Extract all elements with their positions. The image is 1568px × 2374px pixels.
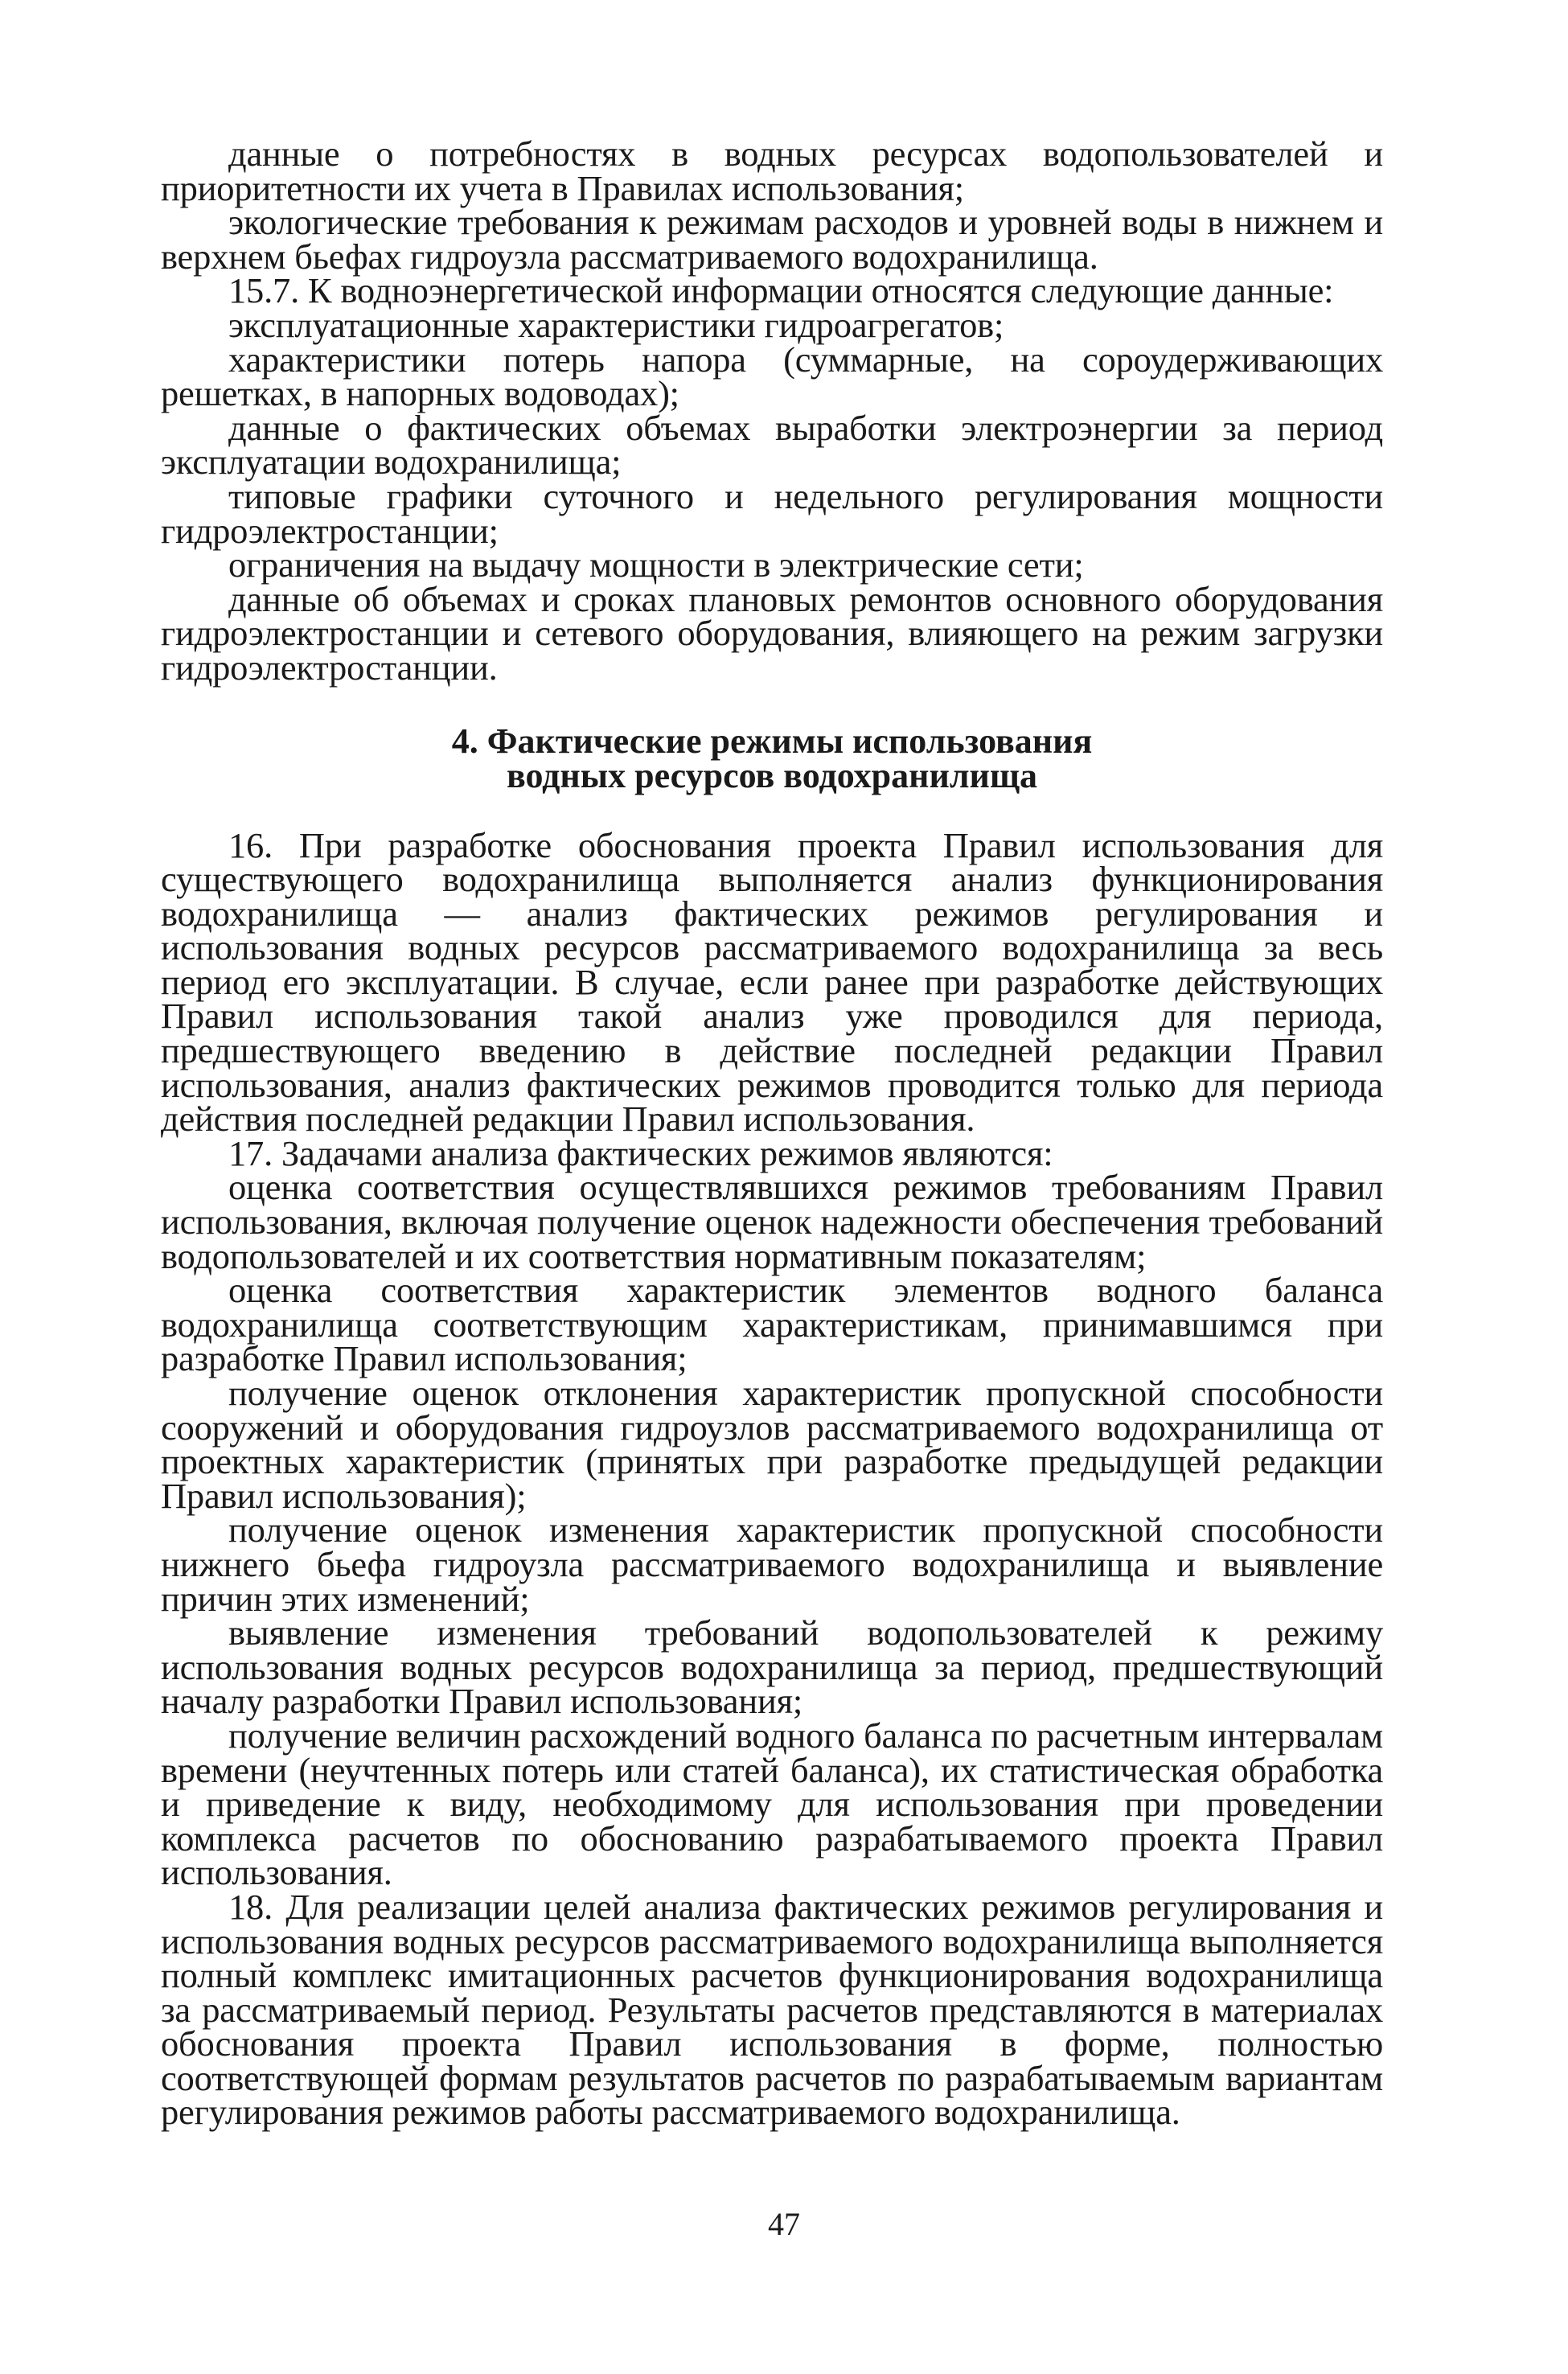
paragraph: данные о потребностях в водных ресурсах водопользователей и приоритетности их учета в Правилах использования;	[161, 133, 1383, 208]
paragraph: получение величин расхождений водного баланса по расчетным интервалам времени (неучтенных потерь или статей баланса), их статистическая обработка и приведение к виду, необходимому для использования при проведении комплекса расчетов по обоснованию разрабатываемого проекта Правил использования.	[161, 1715, 1384, 1893]
paragraph: экологические требования к режимам расходов и уровней воды в нижнем и верхнем бьефах гидроузла рассматриваемого водохранилища.	[161, 202, 1383, 277]
list-item	[161, 1270, 1383, 1379]
paragraph: данные о фактических объемах выработки электроэнергии за период эксплуатации водохранилища;	[161, 407, 1383, 483]
paragraph: выявление изменения требований водопользователей к режиму использования водных ресурсов водохранилища за период, предшествующий началу разработки Правил использования;	[161, 1612, 1383, 1722]
paragraph: типовые графики суточного и недельного регулирования мощности гидроэлектростанции;	[161, 475, 1383, 551]
list-item	[161, 1373, 1383, 1516]
section-heading-line-1: 4. Фактические режимы использования	[451, 721, 1093, 761]
list-item	[161, 1167, 1383, 1276]
paragraph: данные об объемах и сроках плановых ремонтов основного оборудования гидроэлектростанции и сетевого оборудования, влияющего на режим загрузки гидроэлектростанции.	[161, 578, 1383, 688]
clause-17	[161, 1132, 1383, 1173]
list-item	[161, 339, 1383, 414]
paragraph: ограничения на выдачу мощности в электрические сети;	[228, 544, 1084, 585]
list-item	[161, 407, 1383, 483]
paragraph: характеристики потерь напора (суммарные, на сороудерживающих решетках, в напорных водоводах);	[161, 339, 1383, 414]
paragraph: оценка соответствия характеристик элементов водного баланса водохранилища соответствующим характеристикам, принимавшимся при разработке Правил использования;	[161, 1270, 1383, 1379]
section-heading-line-2: водных ресурсов водохранилища	[506, 755, 1038, 795]
paragraph: 15.7. К водноэнергетической информации относятся следующие данные:	[228, 270, 1334, 311]
list-item	[161, 578, 1383, 688]
clause-15-7	[161, 270, 1383, 311]
list-item	[161, 1715, 1384, 1893]
paragraph: получение оценок изменения характеристик пропускной способности нижнего бьефа гидроузла рассматриваемого водохранилища и выявление причин этих изменений;	[161, 1509, 1383, 1619]
list-item	[161, 475, 1383, 551]
page-number: 47	[768, 2206, 800, 2242]
list-item	[161, 1612, 1383, 1722]
paragraph: 17. Задачами анализа фактических режимов являются:	[228, 1132, 1053, 1173]
paragraph: оценка соответствия осуществлявшихся режимов требованиям Правил использования, включая получение оценок надежности обеспечения требований водопользователей и их соответствия нормативным показателям;	[161, 1167, 1383, 1276]
ecological-requirements-item	[161, 202, 1383, 277]
paragraph: получение оценок отклонения характеристик пропускной способности сооружений и оборудования гидроузлов рассматриваемого водохранилища от проектных характеристик (принятых при разработке предыдущей редакции Правил использования);	[161, 1373, 1383, 1516]
paragraph: 16. При разработке обоснования проекта Правил использования для существующего водохранилища выполняется анализ функционирования водохранилища — анализ фактических режимов регулирования и использования водных ресурсов рассматриваемого водохранилища за весь период его эксплуатации. В случае, если ранее при разработке действующих Правил использования такой анализ уже проводился для периода, предшествующего введению в действие последней редакции Правил использования, анализ фактических режимов проводится только для периода действия последней редакции Правил использования.	[161, 824, 1383, 1140]
list-item	[161, 544, 1383, 585]
water-users-data-item	[161, 133, 1383, 208]
paragraph: 18. Для реализации целей анализа фактических режимов регулирования и использования водных ресурсов рассматриваемого водохранилища выполняется полный комплекс имитационных расчетов функционирования водохранилища за рассматриваемый период. Результаты расчетов представляются в материалах обоснования проекта Правил использования в форме, полностью соответствующей формам результатов расчетов по разрабатываемым вариантам регулирования режимов работы рассматриваемого водохранилища.	[161, 1886, 1383, 2133]
paragraph: эксплуатационные характеристики гидроагрегатов;	[228, 304, 1004, 345]
list-item	[161, 1509, 1383, 1619]
document-page	[161, 133, 1384, 2133]
clause-18	[161, 1886, 1383, 2133]
list-item	[161, 304, 1383, 345]
section-heading	[161, 721, 1383, 795]
clause-16	[161, 824, 1383, 1140]
